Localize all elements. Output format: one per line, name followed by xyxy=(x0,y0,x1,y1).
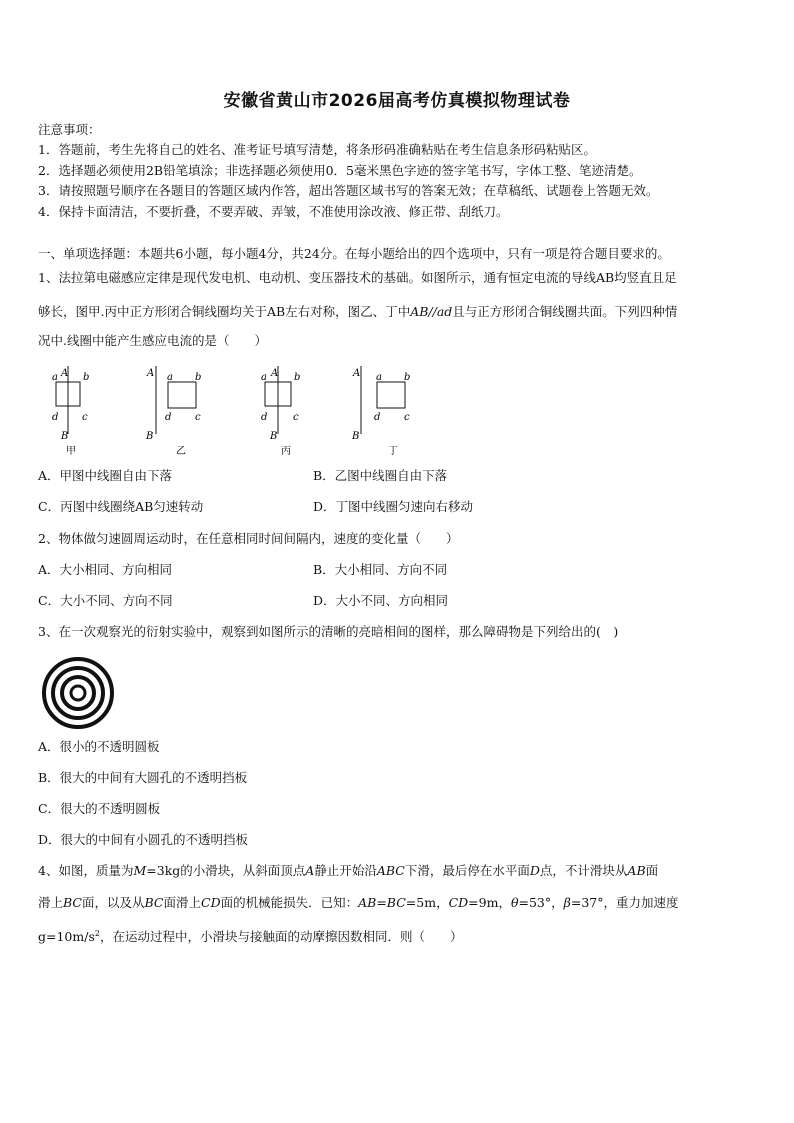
q1-stem-line2a: 够长，图甲.丙中正方形闭合铜线圈均关于AB左右对称，图乙、丁中 xyxy=(38,304,411,319)
q4-var-ab: AB xyxy=(627,863,646,878)
q4-stem-line3 xyxy=(38,926,462,945)
jia-label-b: b xyxy=(83,372,90,383)
q4-text: 点，不计滑块从 xyxy=(539,863,628,878)
q4-text: 面 xyxy=(645,863,659,878)
q4-text: 4、如图，质量为 xyxy=(38,863,134,878)
q4-text: 面的机械能损失．已知： xyxy=(220,895,359,910)
notice-item-3: 3．请按照题号顺序在各题目的答题区域内作答，超出答题区域书写的答案无效；在草稿纸、试题卷上答题无效。 xyxy=(38,183,659,198)
q4-stem-line1 xyxy=(38,863,658,879)
q4-text: ，在运动过程中，小滑块与接触面的动摩擦因数相同．则（ ） xyxy=(99,929,463,945)
bing-label-B: B xyxy=(270,431,278,442)
ding-label-d: d xyxy=(374,412,381,423)
diffraction-pattern-figure xyxy=(38,653,118,733)
notice-item-2: 2．选择题必须使用2B铅笔填涂；非选择题必须使用0．5毫米黑色字迹的签字笔书写，字体工整、笔迹清楚。 xyxy=(38,163,642,178)
yi-label-c: c xyxy=(195,412,201,423)
q4-var-d: D xyxy=(529,863,540,878)
q1-stem-line3: 况中.线圈中能产生感应电流的是（ ） xyxy=(38,333,267,348)
q1-option-c[interactable]: C．丙图中线圈绕AB匀速转动 xyxy=(38,499,204,514)
bing-label-a: a xyxy=(261,372,267,383)
q1-stem-line2 xyxy=(38,304,677,320)
q3-option-b[interactable]: B．很大的中间有大圆孔的不透明挡板 xyxy=(38,770,248,785)
q4-var-bc: BC xyxy=(144,895,164,910)
q4-var-bc: BC xyxy=(63,895,82,910)
q3-option-d[interactable]: D．很大的中间有小圆孔的不透明挡板 xyxy=(38,832,249,847)
yi-label-b: b xyxy=(195,372,202,383)
q4-var-beta: β xyxy=(563,895,571,910)
yi-label-a: a xyxy=(167,372,173,383)
q4-text: 面，以及从 xyxy=(82,895,145,910)
q4-var-m: M xyxy=(133,863,147,878)
ding-label-b: b xyxy=(404,372,411,383)
q2-option-d[interactable]: D．大小不同、方向相同 xyxy=(313,593,449,608)
ding-label-a: a xyxy=(376,372,382,383)
q4-text: 滑上 xyxy=(38,895,64,910)
jia-label-a: a xyxy=(52,372,58,383)
jia-label-B: B xyxy=(61,431,69,442)
section-heading: 一、单项选择题：本题共6小题，每小题4分，共24分。在每小题给出的四个选项中，只有一项是符合题目要求的。 xyxy=(38,246,670,261)
bing-label-d: d xyxy=(261,412,268,423)
figure-yi xyxy=(145,366,201,457)
q4-stem-line2 xyxy=(38,895,679,911)
figure-jia xyxy=(52,366,89,457)
q4-text: 下滑，最后停在水平面 xyxy=(404,863,530,878)
q4-gravity-exponent: 2 xyxy=(94,929,100,938)
q4-var-a: A xyxy=(305,863,315,878)
figure-ding xyxy=(351,366,410,457)
ding-label-c: c xyxy=(404,412,410,423)
notice-item-4: 4．保持卡面清洁，不要折叠，不要弄破、弄皱，不准使用涂改液、修正带、刮纸刀。 xyxy=(38,204,509,219)
jia-label-A: A xyxy=(61,368,69,379)
q1-option-b[interactable]: B．乙图中线圈自由下落 xyxy=(313,468,448,483)
q1-stem-line1: 1、法拉第电磁感应定律是现代发电机、电动机、变压器技术的基础。如图所示，通有恒定电流的导线AB均竖直且足 xyxy=(38,270,677,285)
q2-option-c[interactable]: C．大小不同、方向不同 xyxy=(38,593,173,608)
q2-stem: 2、物体做匀速圆周运动时，在任意相同时间间隔内，速度的变化量（ ） xyxy=(38,531,459,546)
q4-text: 5m， xyxy=(416,895,449,910)
ding-label-A: A xyxy=(353,368,361,379)
ding-label-B: B xyxy=(352,431,360,442)
q4-var-cd: CD xyxy=(201,895,221,910)
yi-label-A: A xyxy=(147,368,155,379)
q4-text: =3kg的小滑块，从斜面顶点 xyxy=(146,863,306,878)
notice-item-1: 1．答题前，考生先将自己的姓名、准考证号填写清楚，将条形码准确粘贴在考生信息条形码粘贴区。 xyxy=(38,142,596,157)
jia-caption: 甲 xyxy=(66,446,76,457)
bing-caption: 丙 xyxy=(281,446,291,457)
q1-option-a[interactable]: A．甲图中线圈自由下落 xyxy=(38,468,173,483)
q2-option-b[interactable]: B．大小相同、方向不同 xyxy=(313,562,448,577)
q4-text: 9m， xyxy=(478,895,511,910)
yi-caption: 乙 xyxy=(176,446,186,457)
q4-text: 面滑上 xyxy=(163,895,202,910)
q3-option-c[interactable]: C．很大的不透明圆板 xyxy=(38,801,161,816)
q1-option-d[interactable]: D．丁图中线圈匀速向右移动 xyxy=(313,499,474,514)
q4-var-ab-bc: AB=BC= xyxy=(358,895,417,910)
q1-figure xyxy=(40,362,440,458)
q4-gravity: g=10m/s xyxy=(38,929,95,945)
q3-option-a[interactable]: A．很小的不透明圆板 xyxy=(38,739,160,754)
figure-bing xyxy=(261,366,300,457)
yi-label-d: d xyxy=(165,412,172,423)
q4-text: =37°，重力加速度 xyxy=(570,895,679,910)
q4-text: 静止开始沿 xyxy=(314,863,377,878)
q4-var-theta: θ xyxy=(510,895,519,910)
q4-text: =53°， xyxy=(518,895,564,910)
bing-label-A: A xyxy=(271,368,279,379)
q1-stem-parallel: AB//ad xyxy=(410,304,453,319)
q4-var-abc: ABC xyxy=(376,863,405,878)
q2-option-a[interactable]: A．大小相同、方向相同 xyxy=(38,562,173,577)
bing-label-c: c xyxy=(293,412,299,423)
ding-caption: 丁 xyxy=(388,446,398,457)
jia-label-c: c xyxy=(82,412,88,423)
bing-label-b: b xyxy=(294,372,301,383)
q4-var-cd-eq: CD= xyxy=(448,895,479,910)
exam-title: 安徽省黄山市2026届高考仿真模拟物理试卷 xyxy=(223,91,571,111)
q3-stem: 3、在一次观察光的衍射实验中，观察到如图所示的清晰的亮暗相间的图样，那么障碍物是下列给出的( ) xyxy=(38,624,619,639)
q1-stem-line2b: 且与正方形闭合铜线圈共面。下列四种情 xyxy=(452,304,678,319)
notice-heading: 注意事项： xyxy=(38,122,101,137)
yi-label-B: B xyxy=(146,431,154,442)
jia-label-d: d xyxy=(52,412,59,423)
